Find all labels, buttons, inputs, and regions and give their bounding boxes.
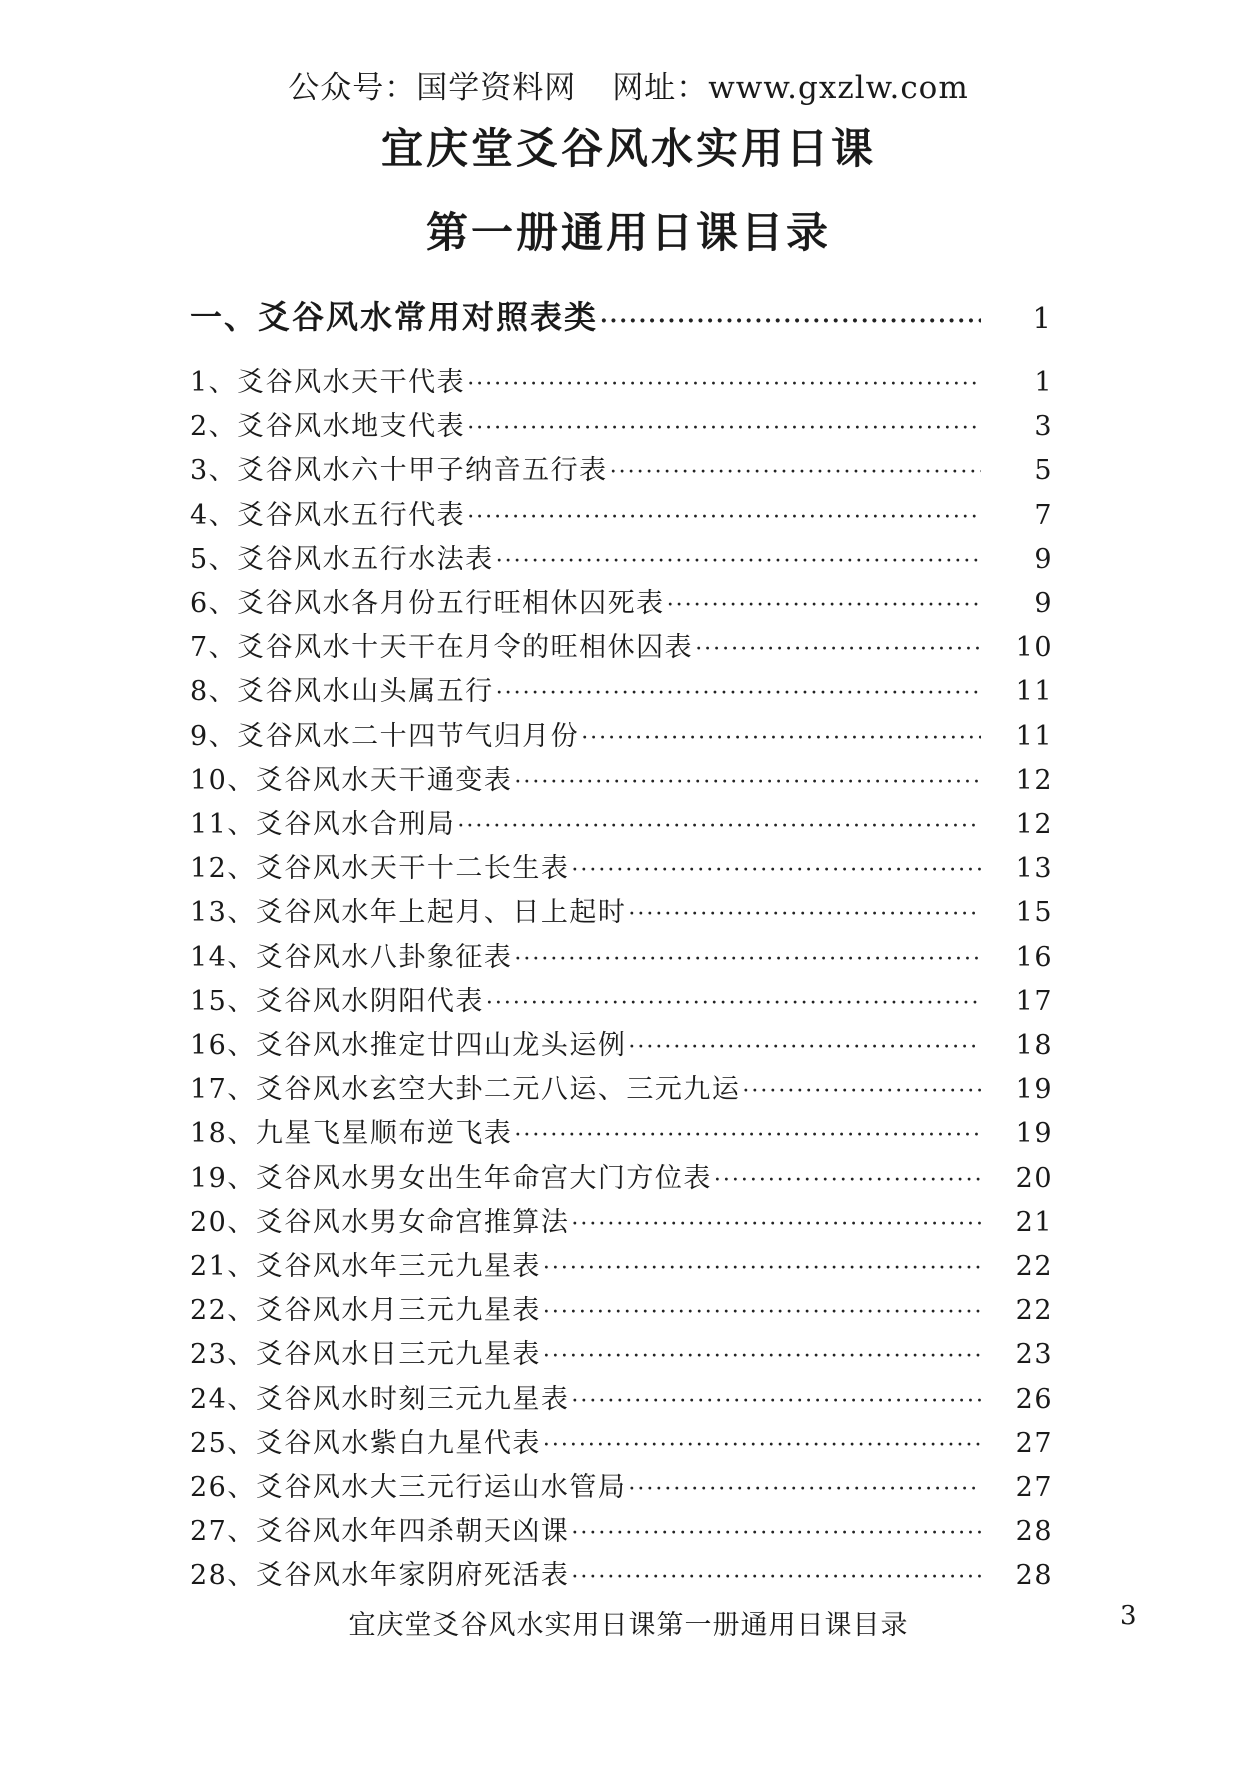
toc-item-row — [190, 802, 1056, 846]
toc-item-title: 27、爻谷风水年四杀朝天凶课 — [190, 1516, 570, 1548]
toc-leader-dots — [467, 416, 981, 441]
toc-leader-dots — [543, 1344, 981, 1369]
toc-item-title: 10、爻谷风水天干通变表 — [190, 764, 513, 796]
toc-item-page: 1 — [1034, 367, 1053, 398]
toc-leader-dots — [496, 549, 981, 574]
toc-item-page: 17 — [1015, 985, 1053, 1017]
toc-leader-dots — [571, 1521, 981, 1546]
toc-item-title: 19、爻谷风水男女出生年命宫大门方位表 — [190, 1162, 712, 1194]
toc-item-title: 6、爻谷风水各月份五行旺相休囚死表 — [190, 588, 665, 619]
toc-item-page: 5 — [1034, 455, 1053, 487]
toc-item-page: 27 — [1015, 1427, 1053, 1459]
toc-item-row — [190, 1377, 1056, 1421]
document-subtitle: 第一册通用日课目录 — [425, 208, 831, 257]
toc-item-page: 19 — [1015, 1118, 1053, 1150]
toc-item-title: 8、爻谷风水山头属五行 — [190, 676, 494, 708]
toc-item-row — [190, 1200, 1056, 1244]
toc-leader-dots — [581, 726, 981, 751]
toc-item-row — [190, 1111, 1056, 1155]
page-footer: 宜庆堂爻谷风水实用日课第一册通用日课目录 — [348, 1610, 909, 1641]
toc-item-row — [190, 1509, 1056, 1553]
toc-leader-dots — [600, 308, 981, 334]
toc-section-title: 一、爻谷风水常用对照表类 — [190, 298, 599, 336]
toc-item-row — [190, 581, 1056, 625]
toc-leader-dots — [610, 460, 981, 485]
toc-item-row — [190, 1288, 1056, 1332]
toc-item-title: 21、爻谷风水年三元九星表 — [190, 1251, 541, 1282]
toc-item-title: 7、爻谷风水十天干在月令的旺相休囚表 — [190, 632, 694, 664]
toc-item-page: 21 — [1015, 1206, 1053, 1238]
toc-leader-dots — [514, 770, 981, 795]
toc-item-row — [190, 1244, 1056, 1288]
toc-item-title: 13、爻谷风水年上起月、日上起时 — [190, 897, 627, 929]
document-title: 宜庆堂爻谷风水实用日课 — [380, 124, 876, 173]
toc-leader-dots — [496, 681, 981, 706]
toc-item-title: 20、爻谷风水男女命宫推算法 — [190, 1206, 570, 1238]
toc-leader-dots — [628, 1035, 981, 1060]
toc-item-title: 28、爻谷风水年家阴府死活表 — [190, 1560, 570, 1592]
toc-item-row — [190, 846, 1056, 890]
toc-leader-dots — [695, 637, 981, 662]
toc-item-row — [190, 625, 1056, 669]
toc-leader-dots — [667, 593, 981, 618]
toc-item-page: 28 — [1015, 1516, 1053, 1548]
toc-item-page: 22 — [1015, 1295, 1053, 1327]
toc-leader-dots — [514, 1123, 981, 1148]
toc-item-page: 11 — [1015, 676, 1053, 708]
toc-item-page: 22 — [1015, 1251, 1053, 1282]
toc-leader-dots — [742, 1079, 981, 1104]
toc-leader-dots — [571, 858, 981, 883]
toc-leader-dots — [543, 1300, 981, 1325]
page-header — [0, 62, 1257, 107]
toc-item-page: 16 — [1015, 941, 1053, 973]
toc-item-title: 22、爻谷风水月三元九星表 — [190, 1295, 541, 1327]
toc-item-page: 26 — [1015, 1383, 1053, 1415]
toc-item-row — [190, 537, 1056, 581]
toc-item-page: 7 — [1034, 499, 1053, 531]
toc-item-page: 9 — [1034, 588, 1053, 619]
wechat-label: 公众号：国学资料网 — [288, 70, 577, 106]
toc-leader-dots — [571, 1565, 981, 1590]
toc-leader-dots — [571, 1389, 981, 1414]
toc-item-row — [190, 1465, 1056, 1509]
toc-item-title: 17、爻谷风水玄空大卦二元八运、三元九运 — [190, 1074, 741, 1106]
toc-leader-dots — [571, 1212, 981, 1237]
toc-item-page: 27 — [1015, 1472, 1053, 1503]
toc-item-page: 10 — [1015, 632, 1053, 664]
toc-leader-dots — [457, 814, 981, 839]
toc-item-page: 3 — [1034, 411, 1053, 443]
toc-item-row — [190, 360, 1056, 404]
toc-item-row — [190, 935, 1056, 979]
toc-leader-dots — [628, 1477, 981, 1502]
toc-item-title: 14、爻谷风水八卦象征表 — [190, 941, 513, 973]
toc-leader-dots — [543, 1433, 981, 1458]
toc-item-title: 11、爻谷风水合刑局 — [190, 809, 456, 840]
toc-item-title: 23、爻谷风水日三元九星表 — [190, 1339, 541, 1371]
toc-leader-dots — [486, 991, 981, 1016]
toc-item-page: 9 — [1034, 543, 1053, 575]
toc-item-title: 9、爻谷风水二十四节气归月份 — [190, 720, 580, 752]
toc-item-page: 12 — [1015, 809, 1053, 840]
toc-leader-dots — [543, 1256, 981, 1281]
toc-leader-dots — [514, 947, 981, 972]
toc-item-page: 11 — [1015, 720, 1053, 752]
page-number: 3 — [1120, 1601, 1137, 1631]
toc-item-row — [190, 493, 1056, 537]
toc-item-title: 26、爻谷风水大三元行运山水管局 — [190, 1472, 627, 1503]
toc-item-title: 25、爻谷风水紫白九星代表 — [190, 1427, 541, 1459]
toc-item-title: 24、爻谷风水时刻三元九星表 — [190, 1383, 570, 1415]
toc-item-page: 19 — [1015, 1074, 1053, 1106]
toc-item-title: 2、爻谷风水地支代表 — [190, 411, 466, 443]
toc-item-row — [190, 404, 1056, 448]
toc-leader-dots — [467, 372, 981, 397]
toc-item-page: 13 — [1015, 853, 1053, 885]
toc-item-page: 23 — [1015, 1339, 1053, 1371]
toc-item-title: 15、爻谷风水阴阳代表 — [190, 985, 484, 1017]
toc-item-page: 28 — [1015, 1560, 1053, 1592]
toc-item-row — [190, 1067, 1056, 1111]
toc-item-row — [190, 1332, 1056, 1376]
toc-item-title: 18、九星飞星顺布逆飞表 — [190, 1118, 513, 1150]
toc-item-title: 5、爻谷风水五行水法表 — [190, 543, 494, 575]
toc-item-row — [190, 669, 1056, 713]
toc-item-row — [190, 1553, 1056, 1597]
toc-item-title: 12、爻谷风水天干十二长生表 — [190, 853, 570, 885]
toc-item-page: 18 — [1015, 1030, 1053, 1061]
toc-item-row — [190, 1156, 1056, 1200]
toc-item-page: 20 — [1015, 1162, 1053, 1194]
toc-section-row — [190, 292, 1056, 336]
toc-item-row — [190, 714, 1056, 758]
toc-item-row — [190, 1023, 1056, 1067]
toc-item-page: 12 — [1015, 764, 1053, 796]
toc-item-row — [190, 1421, 1056, 1465]
website-label: 网址：www.gxzlw.com — [612, 70, 969, 106]
toc-section-page: 1 — [1032, 301, 1053, 335]
toc-item-row — [190, 890, 1056, 934]
toc-item-title: 4、爻谷风水五行代表 — [190, 499, 466, 531]
toc-item-title: 1、爻谷风水天干代表 — [190, 367, 466, 398]
toc-item-title: 3、爻谷风水六十甲子纳音五行表 — [190, 455, 608, 487]
toc-item-row — [190, 979, 1056, 1023]
toc-item-page: 15 — [1015, 897, 1053, 929]
toc-item-row — [190, 758, 1056, 802]
toc-item-title: 16、爻谷风水推定廿四山龙头运例 — [190, 1030, 627, 1061]
toc-leader-dots — [467, 505, 981, 530]
toc-leader-dots — [714, 1168, 981, 1193]
toc-item-row — [190, 448, 1056, 492]
toc-leader-dots — [628, 902, 981, 927]
